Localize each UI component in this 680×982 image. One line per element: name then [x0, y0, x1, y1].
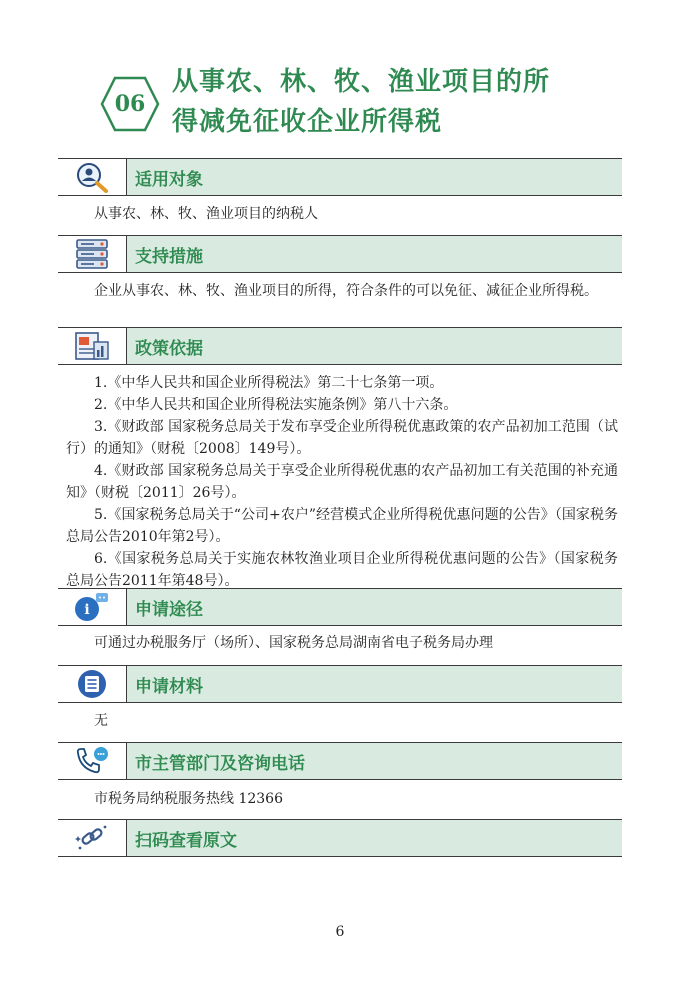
- title-line-2: 得减免征收企业所得税: [172, 107, 443, 137]
- section-title: 政策依据: [135, 338, 203, 359]
- section-basis-header: [58, 327, 622, 365]
- page-title: [172, 62, 612, 142]
- section-title: 适用对象: [135, 169, 203, 190]
- section-number: 06: [114, 91, 146, 117]
- section-title: 扫码查看原文: [135, 830, 237, 851]
- svg-text:i: i: [84, 602, 90, 618]
- title-line-1: 从事农、林、牧、渔业项目的所: [172, 67, 551, 97]
- paragraph: 市税务局纳税服务热线 12366: [94, 791, 283, 807]
- paragraph: 从事农、林、牧、渔业项目的纳税人: [94, 206, 318, 222]
- section-channel-body: [66, 632, 618, 654]
- section-measures-header: [58, 235, 622, 273]
- section-measures-body: [66, 280, 618, 302]
- section-target-header: [58, 158, 622, 196]
- info-chat-icon: [72, 591, 112, 623]
- document-chart-icon: [72, 330, 112, 362]
- section-title: 申请途径: [135, 599, 203, 620]
- section-qrcode-header: [58, 819, 622, 857]
- page-number: 6: [335, 924, 345, 940]
- section-materials-header: [58, 665, 622, 703]
- paragraph: 1.《中华人民共和国企业所得税法》第二十七条第一项。: [94, 375, 444, 391]
- magnifier-person-icon: [72, 161, 112, 193]
- section-channel-header: [58, 588, 622, 626]
- paragraph: 6.《国家税务总局关于实施农林牧渔业项目企业所得税优惠问题的公告》（国家税务总局公告2011年第48号）。: [66, 551, 618, 589]
- section-title: 市主管部门及咨询电话: [135, 753, 305, 774]
- section-title: 申请材料: [135, 676, 203, 697]
- section-materials-body: [66, 710, 618, 732]
- server-rack-icon: [72, 238, 112, 270]
- list-document-icon: [72, 668, 112, 700]
- paragraph: 5.《国家税务总局关于“公司+农户”经营模式企业所得税优惠问题的公告》（国家税务总局公告2010年第2号）。: [66, 507, 618, 545]
- paragraph: 无: [94, 713, 108, 729]
- page-header: [100, 60, 640, 150]
- section-target-body: [66, 203, 618, 225]
- section-title: 支持措施: [135, 246, 203, 267]
- paragraph: 3.《财政部 国家税务总局关于发布享受企业所得税优惠政策的农产品初加工范围（试行）的通知》（财税〔2008〕149号）。: [66, 419, 618, 457]
- section-basis-body: [66, 372, 618, 592]
- paragraph: 可通过办税服务厅（场所）、国家税务总局湖南省电子税务局办理: [94, 635, 493, 651]
- phone-chat-icon: [72, 745, 112, 777]
- link-sparkle-icon: [72, 822, 112, 854]
- paragraph: 4.《财政部 国家税务总局关于享受企业所得税优惠的农产品初加工有关范围的补充通知》（财税〔2011〕26号）。: [66, 463, 618, 501]
- section-contact-body: [66, 788, 618, 810]
- paragraph: 2.《中华人民共和国企业所得税法实施条例》第八十六条。: [94, 397, 458, 413]
- section-contact-header: [58, 742, 622, 780]
- paragraph: 企业从事农、林、牧、渔业项目的所得，符合条件的可以免征、减征企业所得税。: [94, 283, 598, 299]
